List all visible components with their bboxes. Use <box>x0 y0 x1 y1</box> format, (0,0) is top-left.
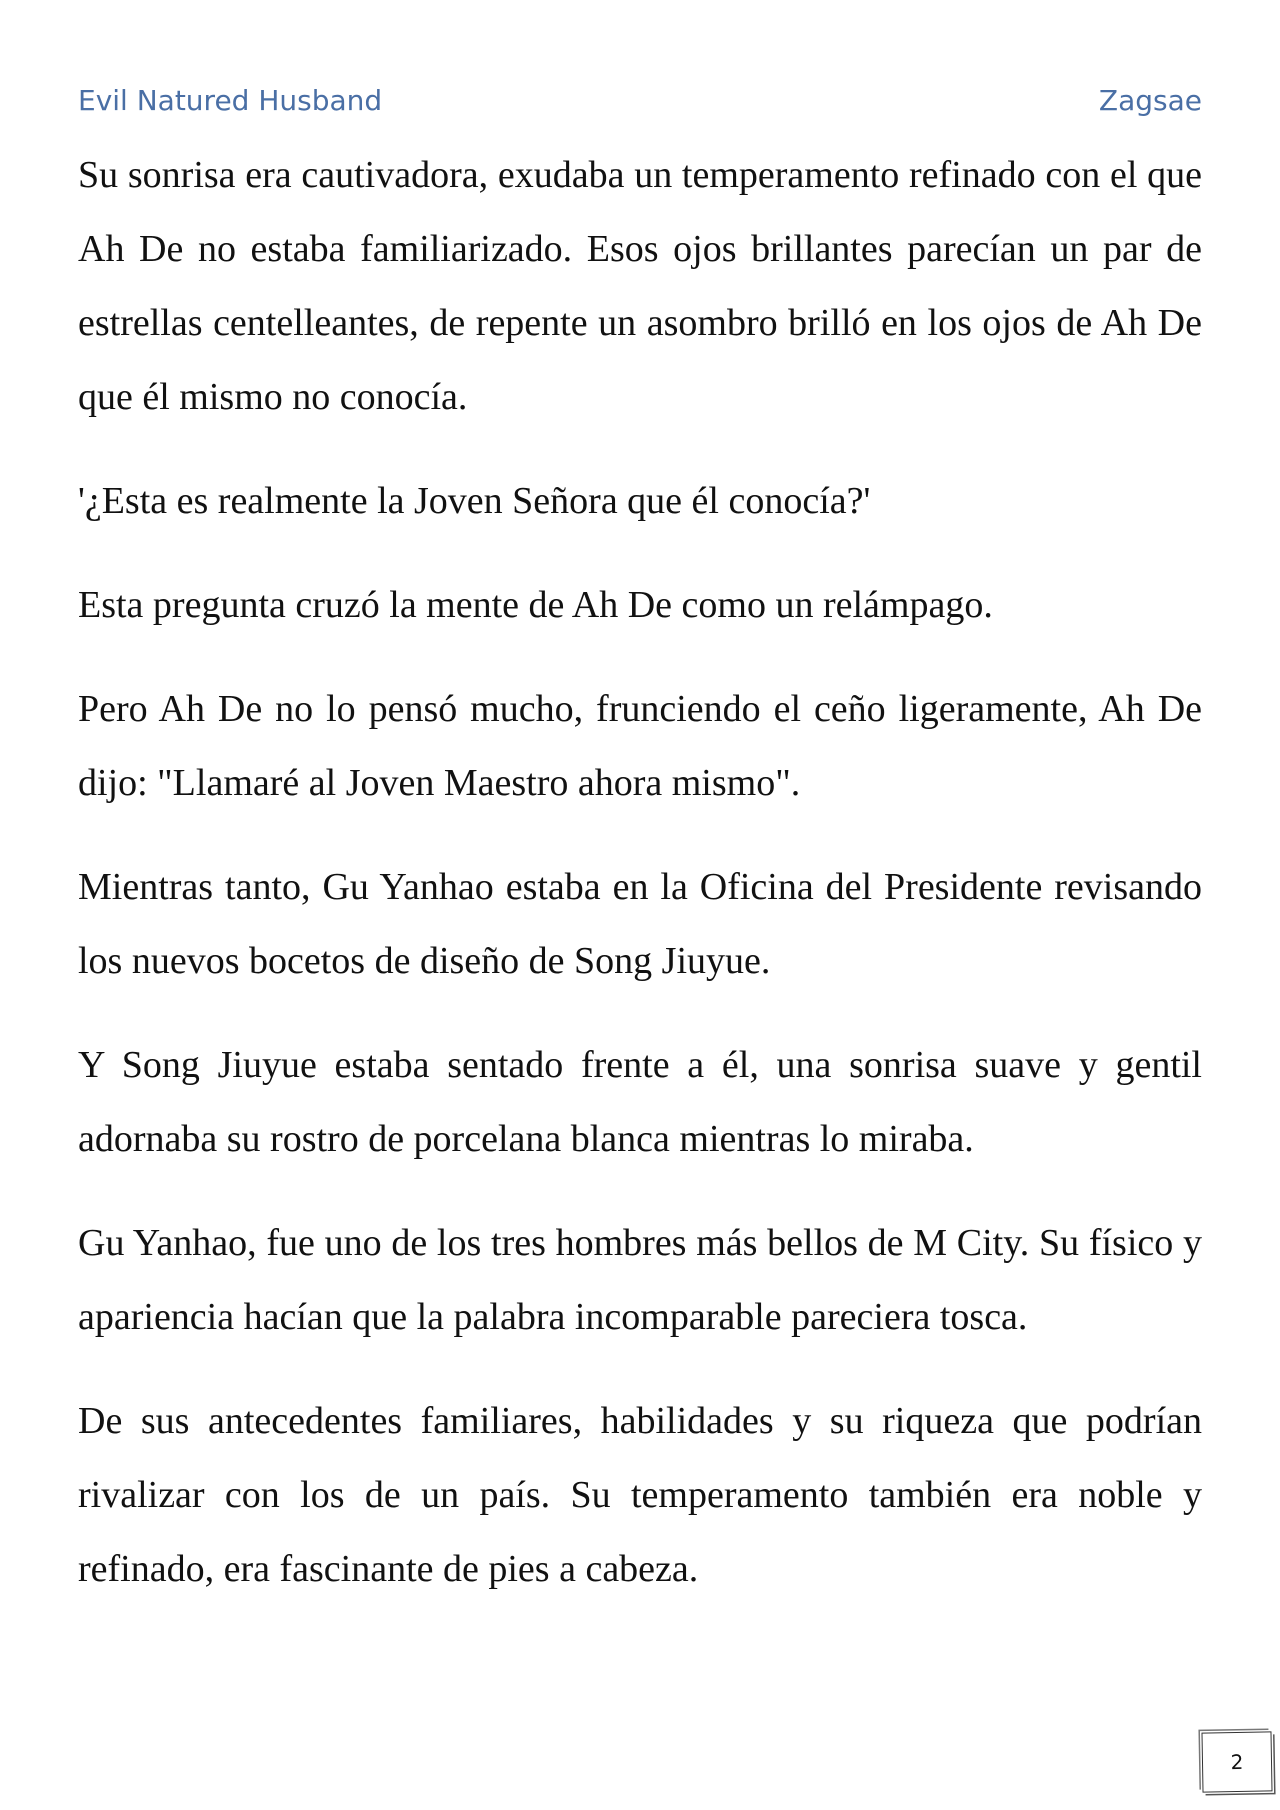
page-header <box>78 80 1202 120</box>
header-book-title: Evil Natured Husband <box>78 83 383 117</box>
paragraph: Su sonrisa era cautivadora, exudaba un temperamento refinado con el que Ah De no estaba familiarizado. Esos ojos brillantes parecían un par de estrellas centelleantes, de repente un asombro brilló en los ojos de Ah De que él mismo no conocía. <box>78 154 1202 418</box>
paragraph: Pero Ah De no lo pensó mucho, frunciendo el ceño ligeramente, Ah De dijo: "Llamaré al Joven Maestro ahora mismo". <box>78 688 1202 804</box>
page-number: 2 <box>1201 1731 1272 1792</box>
paragraph: Esta pregunta cruzó la mente de Ah De como un relámpago. <box>78 584 993 626</box>
paragraph: Mientras tanto, Gu Yanhao estaba en la Oficina del Presidente revisando los nuevos bocetos de diseño de Song Jiuyue. <box>78 866 1202 982</box>
paragraph: '¿Esta es realmente la Joven Señora que él conocía?' <box>78 480 871 522</box>
paragraph: Y Song Jiuyue estaba sentado frente a él, una sonrisa suave y gentil adornaba su rostro de porcelana blanca mientras lo miraba. <box>78 1044 1202 1160</box>
paragraph: De sus antecedentes familiares, habilidades y su riqueza que podrían rivalizar con los de un país. Su temperamento también era noble y refinado, era fascinante de pies a cabeza. <box>78 1400 1202 1590</box>
paragraph: Gu Yanhao, fue uno de los tres hombres más bellos de M City. Su físico y apariencia hacían que la palabra incomparable pareciera tosca. <box>78 1222 1202 1338</box>
page-body <box>78 138 1202 1636</box>
header-author: Zagsae <box>1098 83 1202 117</box>
